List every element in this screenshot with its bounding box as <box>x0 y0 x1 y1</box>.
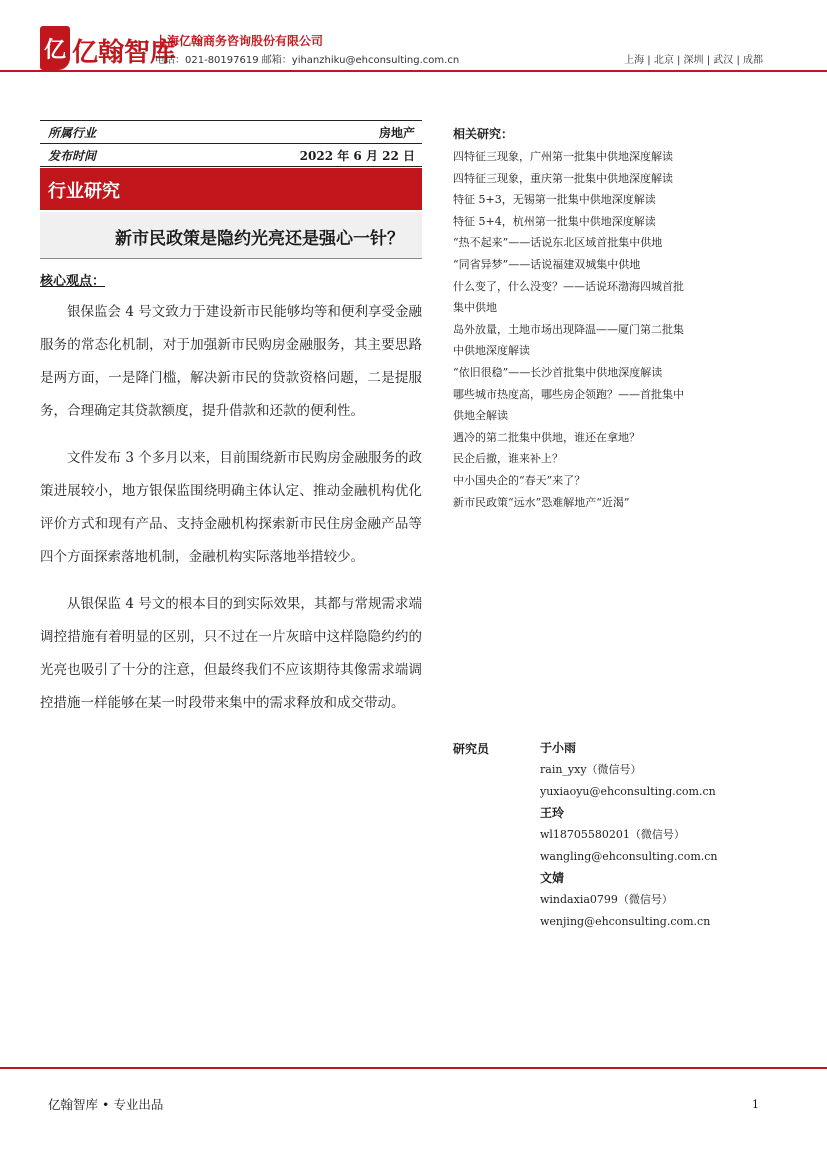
meta-top-rule <box>40 120 422 121</box>
related-item[interactable]: 四特征三现象，重庆第一批集中供地深度解读 <box>453 171 673 185</box>
logo-mark-icon: 亿 <box>40 26 70 70</box>
related-item[interactable]: 特征 5+4，杭州第一批集中供地深度解读 <box>453 214 656 228</box>
meta-bottom-rule <box>40 166 422 167</box>
researcher-label: 研究员 <box>453 742 490 756</box>
related-item[interactable]: 中小国央企的“春天”来了？ <box>453 473 586 487</box>
industry-value: 房地产 <box>378 126 415 140</box>
meta-mid-rule <box>40 143 422 144</box>
related-item[interactable]: 什么变了，什么没变？——话说环渤海四城首批 <box>453 279 684 293</box>
company-name: 上海亿翰商务咨询股份有限公司 <box>155 34 324 48</box>
page-number: 1 <box>752 1098 759 1111</box>
related-item[interactable]: 民企后撤，谁来补上？ <box>453 452 563 466</box>
related-item[interactable]: “依旧很稳”——长沙首批集中供地深度解读 <box>453 365 663 379</box>
footer-divider <box>0 1067 827 1069</box>
category-banner <box>40 168 422 210</box>
related-item[interactable]: 哪些城市热度高，哪些房企领跑？——首批集中 <box>453 387 684 401</box>
researcher-name: 于小雨 <box>540 741 577 755</box>
logo-text: 亿翰智库 <box>72 38 177 68</box>
core-points-label: 核心观点： <box>40 274 106 289</box>
related-item[interactable]: 岛外放量，土地市场出现降温——厦门第二批集 <box>453 322 684 336</box>
date-value: 2022 年 6 月 22 日 <box>299 149 415 163</box>
researcher-email[interactable]: wangling@ehconsulting.com.cn <box>540 850 718 863</box>
core-paragraph-2: 文件发布 3 个多月以来，目前围绕新市民购房金融服务的政策进展较小，地方银保监围绕明确主体认定、推动金融机构优化评价方式和现有产品、支持金融机构探索新市民住房金融产品等四个方面探索落地机制，金融机构实际落地举措较少。 <box>40 450 422 565</box>
related-item[interactable]: 中供地深度解读 <box>453 344 530 358</box>
core-paragraph-1: 银保监会 4 号文致力于建设新市民能够均等和便利享受金融服务的常态化机制，对于加强新市民购房金融服务，其主要思路是两方面，一是降门槛，解决新市民的贷款资格问题，二是提服务，合理确定其贷款额度，提升借款和还款的便利性。 <box>40 304 422 419</box>
report-title: 新市民政策是隐约光亮还是强心一针？ <box>115 229 404 249</box>
related-item[interactable]: 新市民政策“远水”恐难解地产“近渴” <box>453 495 630 509</box>
related-item[interactable]: 特征 5+3，无锡第一批集中供地深度解读 <box>453 193 656 207</box>
related-item[interactable]: 遇冷的第二批集中供地，谁还在拿地？ <box>453 430 640 444</box>
researcher-wechat: windaxia0799（微信号） <box>540 893 673 906</box>
report-title-box <box>40 212 422 259</box>
researcher-email[interactable]: yuxiaoyu@ehconsulting.com.cn <box>540 785 716 798</box>
industry-label: 所属行业 <box>48 126 97 140</box>
researcher-name: 王玲 <box>540 806 565 820</box>
related-item[interactable]: 集中供地 <box>453 301 497 315</box>
footer-brand: 亿翰智库 • 专业出品 <box>48 1097 164 1112</box>
researcher-email[interactable]: wenjing@ehconsulting.com.cn <box>540 915 711 928</box>
related-item[interactable]: 供地全解读 <box>453 409 508 423</box>
office-cities: 上海 | 北京 | 深圳 | 武汉 | 成都 <box>624 55 763 66</box>
researcher-wechat: rain_yxy（微信号） <box>540 763 642 776</box>
logo <box>40 24 177 76</box>
core-points-body <box>40 296 422 720</box>
researcher-list <box>540 738 740 933</box>
researcher-wechat: wl18705580201（微信号） <box>540 828 685 841</box>
header-divider <box>0 70 827 72</box>
related-research-title: 相关研究： <box>453 127 514 141</box>
related-item[interactable]: 四特征三现象，广州第一批集中供地深度解读 <box>453 150 673 163</box>
related-research-list <box>453 146 723 513</box>
category-label: 行业研究 <box>48 181 120 202</box>
date-label: 发布时间 <box>48 149 97 163</box>
related-item[interactable]: “热不起来”——话说东北区域首批集中供地 <box>453 236 663 250</box>
related-item[interactable]: “同省异梦”——话说福建双城集中供地 <box>453 257 641 271</box>
researcher-name: 文婧 <box>540 871 565 885</box>
core-paragraph-3: 从银保监 4 号文的根本目的到实际效果，其都与常规需求端调控措施有着明显的区别，只不过在一片灰暗中这样隐隐约约的光亮也吸引了十分的注意，但最终我们不应该期待其像需求端调控措施一样能够在某一时段带来集中的需求释放和成交带动。 <box>40 596 422 711</box>
contact-info: 电话：021-80197619 邮箱：yihanzhiku@ehconsulting.com.cn <box>155 55 460 66</box>
